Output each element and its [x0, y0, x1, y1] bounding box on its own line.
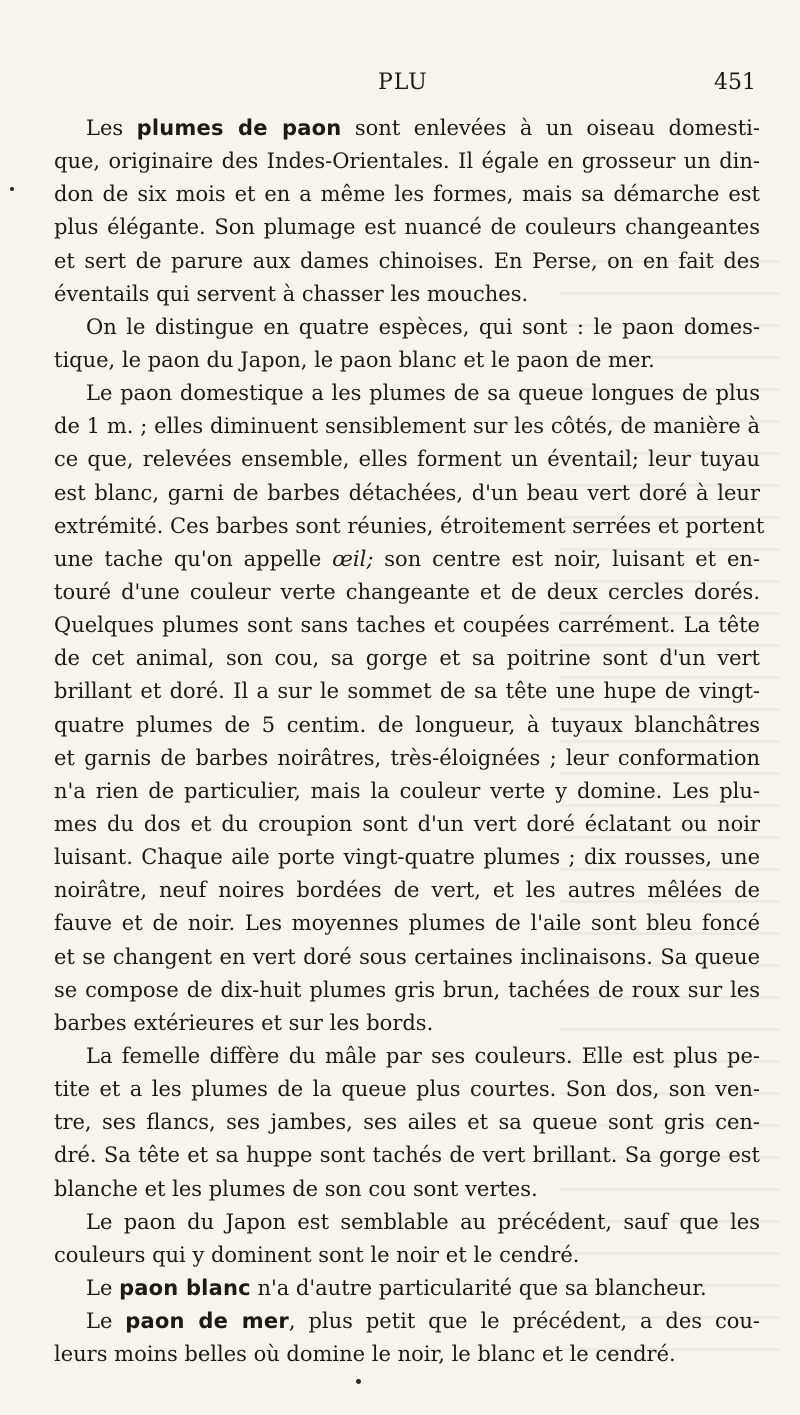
- text-line: que, originaire des Indes-Orientales. Il égale en grosseur un din-: [54, 149, 760, 174]
- text-line: et garnis de barbes noirâtres, très-éloignées ; leur conformation: [54, 745, 760, 770]
- text-line: leurs moins belles où domine le noir, le blanc et le cendré.: [54, 1342, 676, 1367]
- text-line: éventails qui servent à chasser les mouches.: [54, 281, 529, 306]
- text-line: de cet animal, son cou, sa gorge et sa poitrine sont d'un vert: [54, 646, 760, 671]
- text-line: fauve et de noir. Les moyennes plumes de l'aile sont bleu foncé: [54, 911, 760, 936]
- text-line: Le paon domestique a les plumes de sa queue longues de plus: [86, 381, 760, 406]
- text-line: luisant. Chaque aile porte vingt-quatre plumes ; dix rousses, une: [54, 845, 760, 870]
- text-line: La femelle diffère du mâle par ses couleurs. Elle est plus pe-: [86, 1043, 760, 1068]
- text-line: Les plumes de paon sont enlevées à un oiseau domesti-: [86, 116, 760, 140]
- text-line: noirâtre, neuf noires bordées de vert, et les autres mêlées de: [54, 878, 760, 903]
- text-line: tique, le paon du Japon, le paon blanc et le paon de mer.: [54, 347, 655, 372]
- text-line: Le paon du Japon est semblable au précédent, sauf que les: [86, 1209, 760, 1234]
- text-line: tite et a les plumes de la queue plus courtes. Son dos, son ven-: [54, 1077, 760, 1102]
- ink-speck: [10, 187, 14, 191]
- text-line: touré d'une couleur verte changeante et de deux cercles dorés.: [54, 579, 760, 604]
- text-line: et se changent en vert doré sous certaines inclinaisons. Sa queue: [54, 944, 760, 969]
- text-line: une tache qu'on appelle œil; son centre est noir, luisant et en-: [54, 546, 760, 571]
- text-line: Quelques plumes sont sans taches et coupées carrément. La tête: [54, 613, 760, 638]
- page-number: 451: [714, 70, 756, 95]
- text-line: brillant et doré. Il a sur le sommet de sa tête une hupe de vingt-: [54, 679, 760, 704]
- text-line: tre, ses flancs, ses jambes, ses ailes et sa queue sont gris cen-: [54, 1110, 760, 1135]
- text-line: ce que, relevées ensemble, elles forment un éventail; leur tuyau: [54, 447, 760, 472]
- text-line: barbes extérieures et sur les bords.: [54, 1010, 434, 1035]
- text-line: couleurs qui y dominent sont le noir et le cendré.: [54, 1242, 580, 1267]
- text-line: blanche et les plumes de son cou sont vertes.: [54, 1176, 538, 1201]
- text-line: dré. Sa tête et sa huppe sont tachés de vert brillant. Sa gorge est: [54, 1143, 760, 1168]
- text-line: mes du dos et du croupion sont d'un vert doré éclatant ou noir: [54, 811, 760, 836]
- page-header: [52, 70, 762, 104]
- text-line: On le distingue en quatre espèces, qui sont : le paon domes-: [86, 314, 760, 339]
- text-line: n'a rien de particulier, mais la couleur verte y domine. Les plu-: [54, 778, 760, 803]
- running-head: PLU: [378, 70, 428, 95]
- text-line: plus élégante. Son plumage est nuancé de couleurs changeantes: [54, 215, 760, 240]
- text-line: se compose de dix-huit plumes gris brun, tachées de roux sur les: [54, 977, 760, 1002]
- text-line: don de six mois et en a même les formes, mais sa démarche est: [54, 182, 760, 207]
- text-line: est blanc, garni de barbes détachées, d'un beau vert doré à leur: [54, 480, 760, 505]
- text-line: Le paon blanc n'a d'autre particularité que sa blancheur.: [86, 1275, 707, 1300]
- ink-speck: [356, 1379, 361, 1384]
- body-text: [54, 112, 765, 1371]
- text-line: Le paon de mer, plus petit que le précédent, a des cou-: [86, 1309, 760, 1334]
- text-line: extrémité. Ces barbes sont réunies, étroitement serrées et portent: [54, 513, 765, 538]
- text-line: quatre plumes de 5 centim. de longueur, à tuyaux blanchâtres: [54, 712, 760, 737]
- text-line: de 1 m. ; elles diminuent sensiblement sur les côtés, de manière à: [54, 414, 760, 439]
- text-line: et sert de parure aux dames chinoises. En Perse, on en fait des: [54, 248, 760, 273]
